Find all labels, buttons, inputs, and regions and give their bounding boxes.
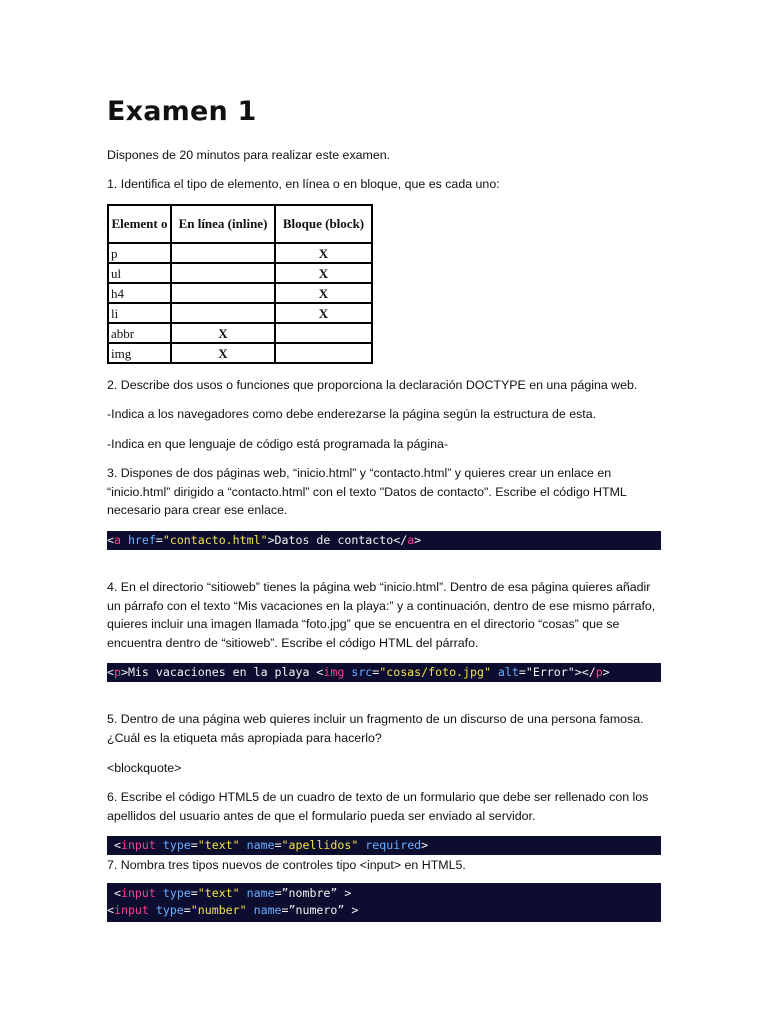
table-row xyxy=(108,263,372,283)
inline-cell: X xyxy=(171,323,275,343)
block-cell: X xyxy=(275,303,372,323)
code-attr: href xyxy=(120,533,156,547)
code-token: < xyxy=(107,886,121,900)
code-text: Mis vacaciones en la playa xyxy=(127,665,317,679)
table-header-row xyxy=(108,205,372,243)
question-6: 6. Escribe el código HTML5 de un cuadro de texto de un formulario que debe ser rellenado con los apellidos del usuario antes de que el formulario pueda ser enviado al servidor. xyxy=(107,790,649,823)
code-attr: required xyxy=(358,838,422,852)
code-tag: input xyxy=(120,838,156,852)
code-string: "Error" xyxy=(525,665,575,679)
code-token: > xyxy=(120,665,128,679)
code-line xyxy=(107,902,661,919)
code-token: < xyxy=(316,665,324,679)
code-block-link xyxy=(107,531,661,550)
element-type-table xyxy=(107,204,373,364)
answer-5: <blockquote> xyxy=(107,761,182,775)
block-cell: X xyxy=(275,283,372,303)
block-cell xyxy=(275,343,372,363)
code-text: Datos de contacto xyxy=(274,533,394,547)
inline-cell xyxy=(171,283,275,303)
element-cell: li xyxy=(108,303,171,323)
question-7: 7. Nombra tres tipos nuevos de controles tipo <input> en HTML5. xyxy=(107,858,466,872)
inline-cell: X xyxy=(171,343,275,363)
code-string: "apellidos" xyxy=(281,838,359,852)
code-attr: name xyxy=(239,886,275,900)
code-string: "number" xyxy=(190,903,247,917)
code-text: =”numero” > xyxy=(281,903,359,917)
page-title: Examen 1 xyxy=(107,96,257,127)
code-tag: p xyxy=(595,665,603,679)
question-2: 2. Describe dos usos o funciones que proporciona la declaración DOCTYPE en una página web. xyxy=(107,378,638,392)
element-cell: h4 xyxy=(108,283,171,303)
code-token: > xyxy=(421,838,429,852)
code-attr: type xyxy=(155,886,191,900)
code-token: < xyxy=(107,838,121,852)
code-token: > xyxy=(574,665,582,679)
block-cell: X xyxy=(275,243,372,263)
code-string: "text" xyxy=(197,838,240,852)
answer-2b: -Indica en que lenguaje de código está programada la página- xyxy=(107,437,448,451)
code-string: "cosas/foto.jpg" xyxy=(379,665,491,679)
code-token: < xyxy=(107,533,114,547)
code-token: < xyxy=(107,903,114,917)
code-string: "contacto.html" xyxy=(162,533,268,547)
code-block-paragraph xyxy=(107,663,661,682)
question-4: 4. En el directorio “sitioweb” tienes la página web “inicio.html”. Dentro de esa página quieres añadir un párrafo con el texto “Mis vacaciones en la playa:” y a continuación, dentro de ese mismo párrafo, quieres incluir una imagen llamada “foto.jpg” que se encuentra en el directorio “cosas” que se encuentra dentro de “sitioweb”. Escribe el código HTML del párrafo. xyxy=(107,580,656,650)
code-token: = xyxy=(190,886,198,900)
code-attr: type xyxy=(155,838,191,852)
code-tag: input xyxy=(120,886,156,900)
table-header-cell: Element o xyxy=(108,205,171,243)
table-header-cell: Bloque (block) xyxy=(275,205,372,243)
code-string: "text" xyxy=(197,886,240,900)
code-attr: name xyxy=(239,838,275,852)
code-attr: type xyxy=(148,903,184,917)
element-cell: p xyxy=(108,243,171,263)
question-3: 3. Dispones de dos páginas web, “inicio.html” y “contacto.html” y quieres crear un enlace en “inicio.html” dirigido a “contacto.html” con el texto "Datos de contacto". Escribe el código HTML necesario para crear ese enlace. xyxy=(107,466,627,517)
code-block-input-types xyxy=(107,883,661,922)
code-token: </ xyxy=(393,533,408,547)
code-token: > xyxy=(414,533,422,547)
code-tag: a xyxy=(407,533,415,547)
code-token: < xyxy=(107,665,114,679)
answer-2a: -Indica a los navegadores como debe enderezarse la página según la estructura de esta. xyxy=(107,407,597,421)
code-line xyxy=(107,885,661,902)
intro-text: Dispones de 20 minutos para realizar este examen. xyxy=(107,148,391,162)
element-cell: abbr xyxy=(108,323,171,343)
inline-cell xyxy=(171,243,275,263)
code-token: = xyxy=(190,838,198,852)
code-token: > xyxy=(267,533,275,547)
table-header-cell: En línea (inline) xyxy=(171,205,275,243)
code-tag: p xyxy=(113,665,121,679)
code-tag: input xyxy=(113,903,149,917)
table-row xyxy=(108,283,372,303)
code-token: = xyxy=(372,665,380,679)
code-token: > xyxy=(602,665,610,679)
table-row xyxy=(108,303,372,323)
inline-cell xyxy=(171,303,275,323)
element-cell: ul xyxy=(108,263,171,283)
code-text: =”nombre” > xyxy=(274,886,352,900)
code-tag: img xyxy=(323,665,345,679)
question-5: 5. Dentro de una página web quieres incluir un fragmento de un discurso de una persona famosa. ¿Cuál es la etiqueta más apropiada para hacerlo? xyxy=(107,712,644,745)
code-attr: name xyxy=(246,903,282,917)
block-cell xyxy=(275,323,372,343)
code-attr: alt xyxy=(490,665,519,679)
inline-cell xyxy=(171,263,275,283)
element-cell: img xyxy=(108,343,171,363)
code-token: = xyxy=(183,903,191,917)
code-token: = xyxy=(518,665,526,679)
block-cell: X xyxy=(275,263,372,283)
code-attr: src xyxy=(344,665,373,679)
question-1: 1. Identifica el tipo de elemento, en línea o en bloque, que es cada uno: xyxy=(107,177,500,191)
code-token: = xyxy=(274,838,282,852)
table-row xyxy=(108,323,372,343)
table-row xyxy=(108,243,372,263)
code-block-required-input xyxy=(107,836,661,855)
code-tag: a xyxy=(113,533,121,547)
table-row xyxy=(108,343,372,363)
code-token: </ xyxy=(581,665,596,679)
code-token: = xyxy=(155,533,163,547)
